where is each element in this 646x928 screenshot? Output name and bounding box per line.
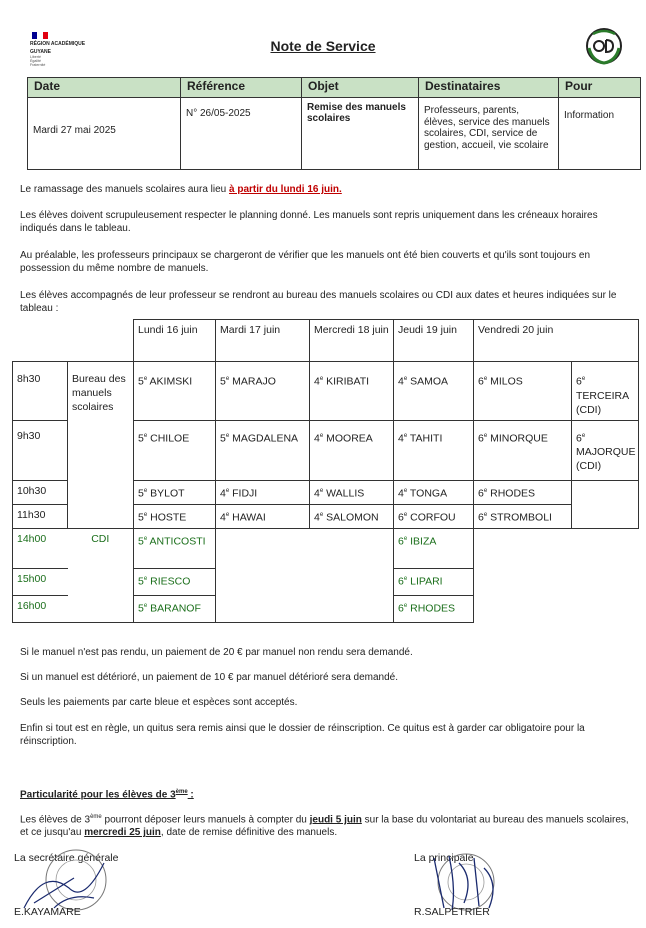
slot-cell: 4e TONGA	[394, 480, 474, 504]
time-slot: 8h30	[13, 362, 68, 421]
school-emblem-icon	[584, 26, 624, 66]
date-start: jeudi 5 juin	[309, 814, 362, 826]
day-thursday: Jeudi 19 juin	[394, 320, 474, 362]
note-unreturned: Si le manuel n'est pas rendu, un paiement de 20 € par manuel non rendu sera demandé.	[20, 647, 413, 658]
reference-value: N° 26/05-2025	[181, 98, 302, 170]
logo-line-5: Fraternité	[30, 63, 46, 67]
note-payment: Seuls les paiements par carte bleue et espèces sont acceptés.	[20, 697, 298, 708]
slot-cell: 5e BARANOF	[134, 595, 216, 622]
time-slot: 14h00	[13, 528, 68, 568]
day-tuesday: Mardi 17 juin	[216, 320, 310, 362]
slot-cell: 5e HOSTE	[134, 504, 216, 528]
time-slot: 10h30	[13, 480, 68, 504]
header-table	[27, 77, 641, 170]
slot-cell: 6e RHODES	[474, 480, 572, 504]
slot-cell: 6e IBIZA	[394, 528, 474, 568]
slot-cell: 4e WALLIS	[310, 480, 394, 504]
time-slot: 9h30	[13, 420, 68, 480]
slot-cell: 6e MILOS	[474, 362, 572, 421]
right-signatory-name: R.SALPETRIER	[414, 906, 490, 918]
destinataires-value: Professeurs, parents, élèves, service des manuels scolaires, CDI, service de gestion, accueil, vie scolaire	[419, 98, 559, 170]
time-slot: 11h30	[13, 504, 68, 528]
slot-cell: 5e MARAJO	[216, 362, 310, 421]
time-slot: 16h00	[13, 595, 68, 622]
logo-line-2: GUYANE	[30, 49, 51, 55]
paragraph-1	[20, 183, 636, 196]
left-signatory-name: E.KAYAMARE	[14, 906, 81, 918]
slot-cell: 5e BYLOT	[134, 480, 216, 504]
slot-cell: 4e TAHITI	[394, 420, 474, 480]
slot-cell: 4e KIRIBATI	[310, 362, 394, 421]
slot-cell: 4e SAMOA	[394, 362, 474, 421]
left-signatory-title: La secrétaire générale	[14, 852, 119, 864]
page-title: Note de Service	[270, 38, 376, 54]
slot-cell: 6e MAJORQUE (CDI)	[572, 420, 639, 480]
slot-cell: 6e CORFOU	[394, 504, 474, 528]
note-damaged: Si un manuel est détérioré, un paiement de 10 € par manuel détérioré sera demandé.	[20, 672, 399, 683]
logo-line-3: Liberté	[30, 55, 41, 59]
slot-cell: 5e MAGDALENA	[216, 420, 310, 480]
slot-cell: 6e STROMBOLI	[474, 504, 572, 528]
start-date-highlight: à partir du lundi 16 juin.	[229, 184, 342, 195]
slot-cell: 4e HAWAI	[216, 504, 310, 528]
slot-cell: 6e TERCEIRA (CDI)	[572, 362, 639, 421]
particularite-title: Particularité pour les élèves de 3ème :	[20, 789, 194, 801]
particularite-text: Les élèves de 3ème pourront déposer leurs manuels à compter du jeudi 5 juin sur la base du volontariat au bureau des manuels scolaires, et ce jusqu'au mercredi 25 juin, date de remise définitive des manuels.	[20, 814, 629, 839]
date-value: Mardi 27 mai 2025	[28, 98, 181, 170]
paragraph-4: Les élèves accompagnés de leur professeur se rendront au bureau des manuels scolaires ou CDI aux dates et heures indiquées sur le tableau :	[20, 290, 617, 314]
paragraph-2: Les élèves doivent scrupuleusement respecter le planning donné. Les manuels sont repris uniquement dans les créneaux horaires indiqués dans le tableau.	[20, 210, 598, 234]
date-end: mercredi 25 juin	[84, 827, 161, 839]
slot-cell: 5e CHILOE	[134, 420, 216, 480]
place-bureau: Bureau des manuels scolaires	[68, 362, 134, 529]
day-wednesday: Mercredi 18 juin	[310, 320, 394, 362]
slot-cell: 5e ANTICOSTI	[134, 528, 216, 568]
day-monday: Lundi 16 juin	[134, 320, 216, 362]
header-reference: Référence	[181, 78, 302, 98]
slot-cell: 4e FIDJI	[216, 480, 310, 504]
objet-value: Remise des manuels scolaires	[302, 98, 419, 170]
logo-line-1: RÉGION ACADÉMIQUE	[30, 41, 86, 47]
slot-cell: 4e SALOMON	[310, 504, 394, 528]
place-cdi: CDI	[68, 528, 134, 622]
paragraph-1-text: Le ramassage des manuels scolaires aura lieu	[20, 184, 229, 195]
note-quitus: Enfin si tout est en règle, un quitus sera remis ainsi que le dossier de réinscription. Ce quitus est à garder car obligatoire pour la réinscription.	[20, 723, 585, 747]
paragraph-3: Au préalable, les professeurs principaux se chargeront de vérifier que les manuels ont été bien couverts et qu'ils sont toujours en possession du même nombre de manuels.	[20, 250, 591, 274]
header-objet: Objet	[302, 78, 419, 98]
header-date: Date	[28, 78, 181, 98]
right-signatory-title: La principale	[414, 852, 474, 864]
schedule-table	[12, 319, 639, 623]
logo-line-4: Égalité	[30, 59, 41, 63]
slot-cell: 5e AKIMSKI	[134, 362, 216, 421]
time-slot: 15h00	[13, 568, 68, 595]
slot-cell: 5e RIESCO	[134, 568, 216, 595]
header-pour: Pour	[559, 78, 641, 98]
slot-cell: 6e RHODES	[394, 595, 474, 622]
slot-cell: 4e MOOREA	[310, 420, 394, 480]
pour-value: Information	[559, 98, 641, 170]
slot-cell: 6e MINORQUE	[474, 420, 572, 480]
slot-cell: 6e LIPARI	[394, 568, 474, 595]
header-destinataires: Destinataires	[419, 78, 559, 98]
day-friday: Vendredi 20 juin	[474, 320, 639, 362]
